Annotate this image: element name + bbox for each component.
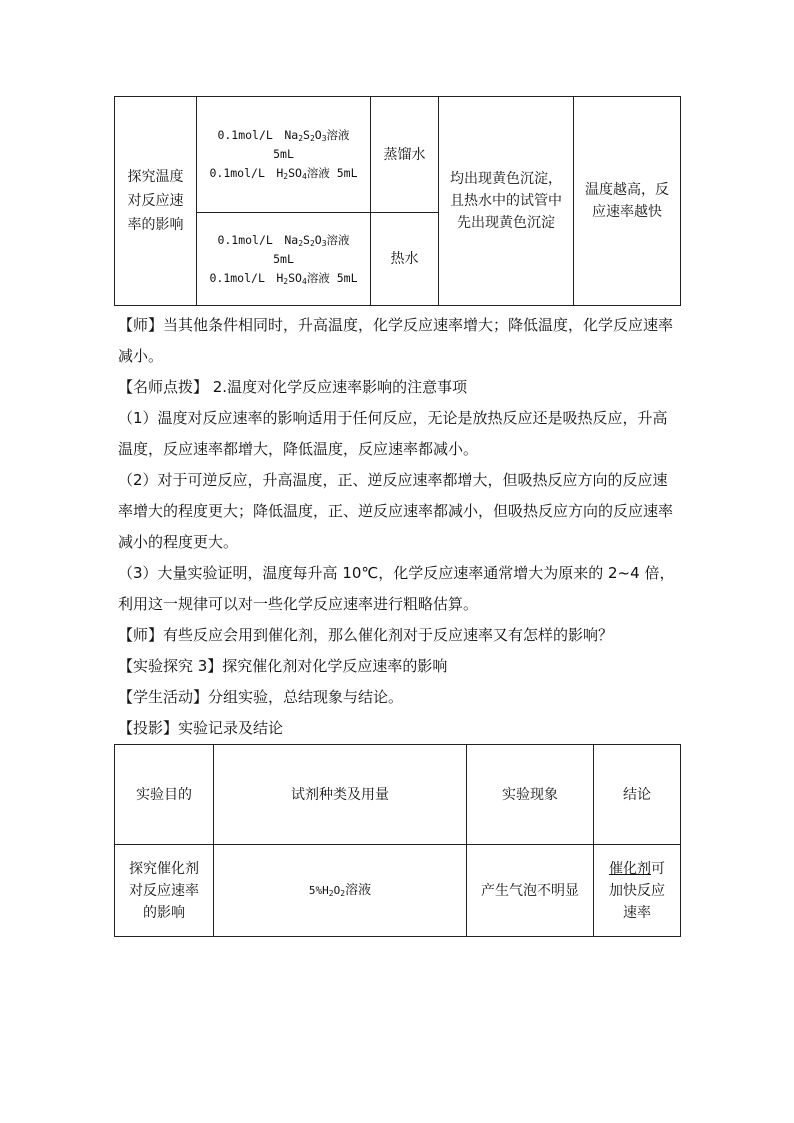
conclusion-cell: 催化剂可加快反应速率 [594, 845, 681, 937]
topic-text: 探究温度对反应速率的影响 [127, 169, 184, 233]
paragraph-teacher-2: 【师】有些反应会用到催化剂，那么催化剂对于反应速率又有怎样的影响？ [118, 626, 614, 644]
phenomenon-cell: 产生气泡不明显 [467, 845, 594, 937]
condition-text: 蒸馏水 [383, 146, 426, 163]
header-reagent: 试剂种类及用量 [214, 745, 467, 845]
phenomenon-cell [439, 97, 574, 306]
paragraph-student-activity: 【学生活动】分组实验，总结现象与结论。 [118, 688, 404, 706]
reagent-cell-2: 0.1mol/L $Na_2S_2O_3$溶液 5mL 0.1mol/L $H_2SO_4$溶液 5mL [197, 213, 371, 306]
header-conclusion: 结论 [594, 745, 681, 845]
condition-cell-2 [371, 213, 439, 306]
paragraph-experiment-3: 【实验探究 3】探究催化剂对化学反应速率的影响 [118, 657, 448, 675]
paragraph-point-3: （3）大量实验证明，温度每升高 10℃，化学反应速率通常增大为原来的 2~4 倍，利用这一规律可以对一些化学反应速率进行粗略估算。 [118, 564, 675, 613]
purpose-cell: 探究催化剂对反应速率的影响 [115, 845, 214, 937]
paragraph-teacher-1: 【师】当其他条件相同时，升高温度，化学反应速率增大；降低温度，化学反应速率减小。 [118, 316, 674, 365]
conclusion-cell [574, 97, 681, 306]
paragraph-point-2: （2）对于可逆反应，升高温度，正、逆反应速率都增大，但吸热反应方向的反应速率增大的程度更大；降低温度，正、逆反应速率都减小，但吸热反应方向的反应速率减小的程度更大。 [118, 471, 674, 551]
topic-cell [115, 97, 197, 306]
header-phenomenon: 实验现象 [467, 745, 594, 845]
condition-cell-1 [371, 97, 439, 213]
reagent-cell: $5\%H_2O_2$溶液 [214, 845, 467, 937]
paragraph-projection: 【投影】实验记录及结论 [118, 719, 284, 737]
phenomenon-text: 均出现黄色沉淀，且热水中的试管中先出现黄色沉淀 [450, 171, 562, 231]
condition-text: 热水 [390, 251, 419, 267]
temperature-experiment-table [114, 96, 681, 306]
conclusion-text: 温度越高，反应速率越快 [585, 182, 669, 220]
paragraph-point-1: （1）温度对反应速率的影响适用于任何反应，无论是放热反应还是吸热反应，升高温度，反应速率都增大，降低温度，反应速率都减小。 [118, 409, 668, 458]
reagent-cell-1: 0.1mol/L $Na_2S_2O_3$溶液 5mL 0.1mol/L $H_2SO_4$溶液 5mL [197, 97, 371, 213]
paragraph-tip-heading: 【名师点拨】 2.温度对化学反应速率影响的注意事项 [118, 378, 468, 396]
catalyst-experiment-table [114, 744, 681, 937]
header-purpose: 实验目的 [115, 745, 214, 845]
